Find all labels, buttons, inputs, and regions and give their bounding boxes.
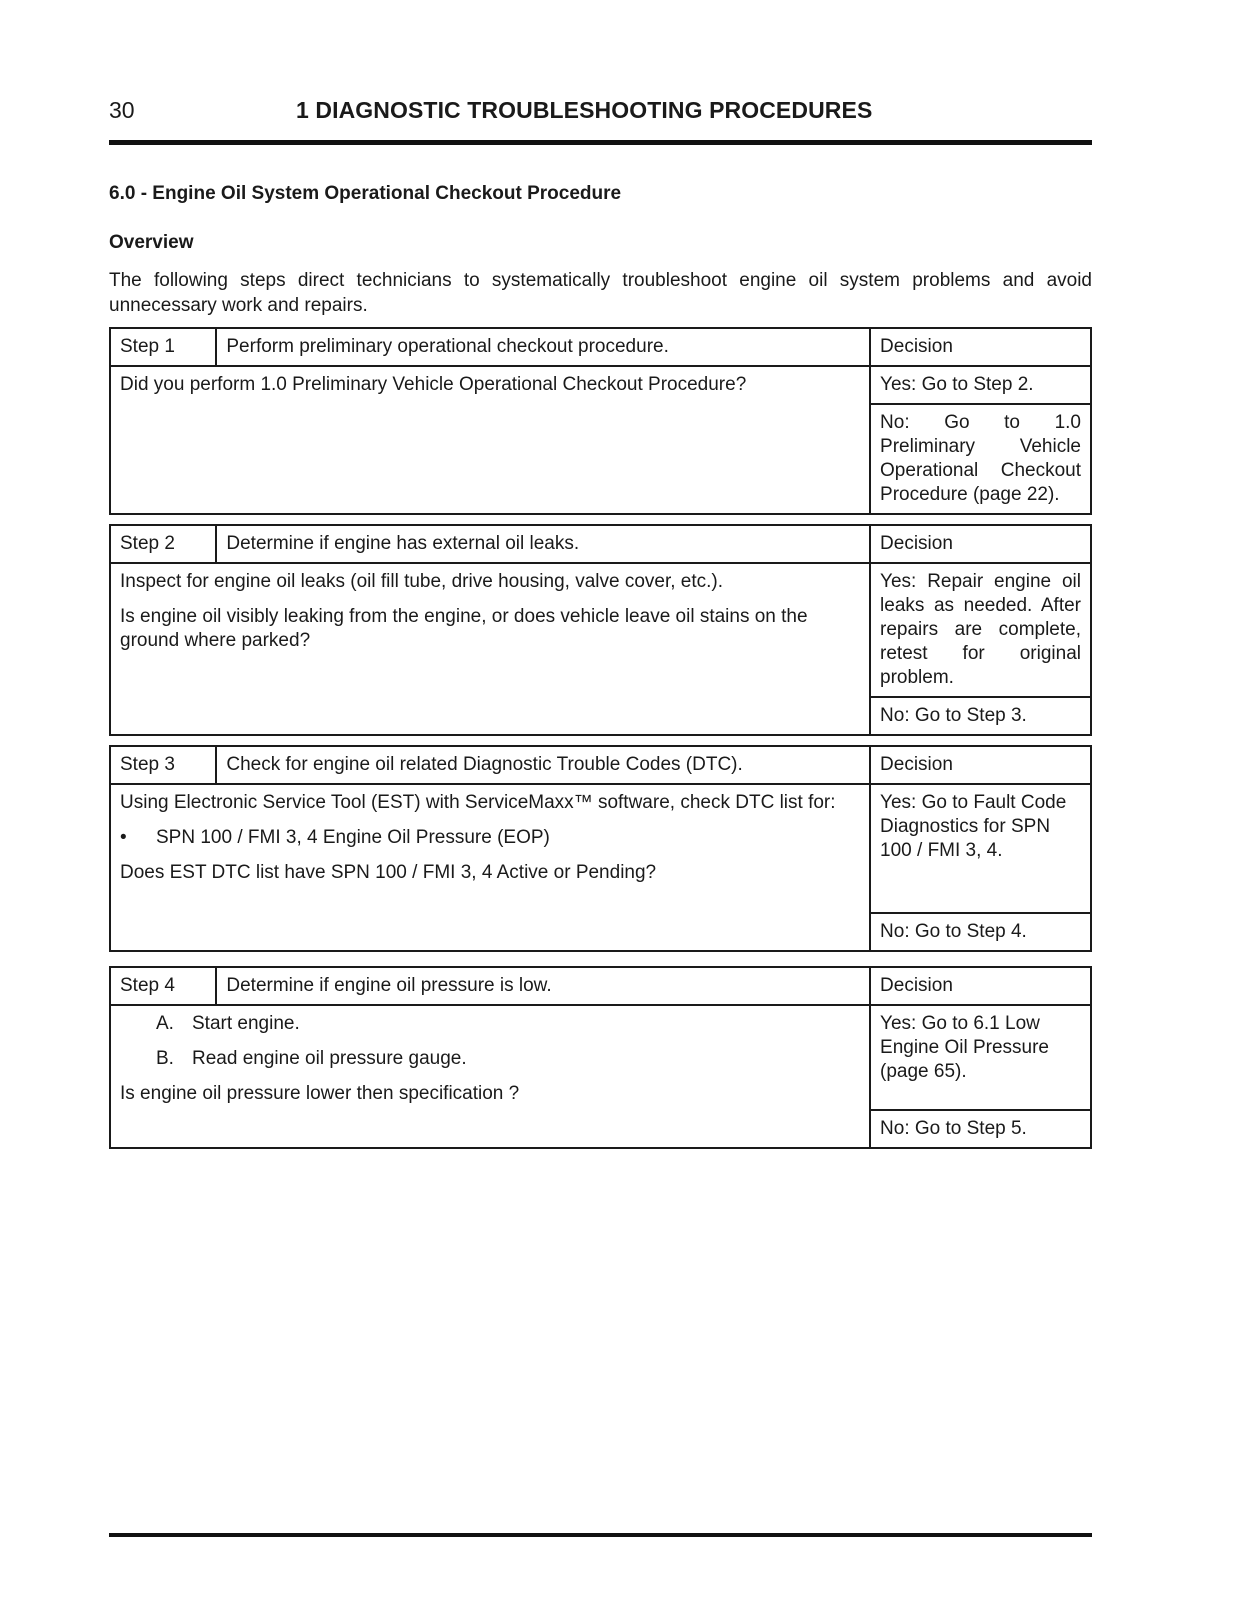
decision-yes: Yes: Go to Step 2. bbox=[870, 366, 1091, 404]
step-title: Determine if engine oil pressure is low. bbox=[216, 967, 870, 1005]
decision-no: No: Go to Step 5. bbox=[870, 1110, 1091, 1148]
bullet-item bbox=[120, 826, 860, 850]
list-text: Read engine oil pressure gauge. bbox=[192, 1048, 467, 1069]
decision-header: Decision bbox=[870, 328, 1091, 366]
page-number: 30 bbox=[109, 97, 135, 123]
chapter-title: 1 DIAGNOSTIC TROUBLESHOOTING PROCEDURES bbox=[296, 97, 873, 123]
step-3-table bbox=[109, 745, 1092, 952]
header-rule bbox=[109, 140, 1092, 145]
step-body bbox=[110, 366, 870, 514]
step-title: Determine if engine has external oil leaks. bbox=[216, 525, 870, 563]
decision-no: No: Go to Step 4. bbox=[870, 913, 1091, 951]
step-body-text: Does EST DTC list have SPN 100 / FMI 3, 4 Active or Pending? bbox=[120, 862, 657, 883]
decision-no: No: Go to 1.0 Preliminary Vehicle Operational Checkout Procedure (page 22). bbox=[870, 404, 1091, 514]
bullet-text: SPN 100 / FMI 3, 4 Engine Oil Pressure (EOP) bbox=[156, 827, 550, 848]
step-body-text: Using Electronic Service Tool (EST) with ServiceMaxx™ software, check DTC list for: bbox=[120, 792, 836, 813]
section-title: 6.0 - Engine Oil System Operational Checkout Procedure bbox=[109, 183, 622, 204]
decision-yes: Yes: Go to Fault Code Diagnostics for SPN 100 / FMI 3, 4. bbox=[870, 784, 1091, 913]
footer-rule bbox=[109, 1533, 1092, 1537]
step-label: Step 2 bbox=[110, 525, 216, 563]
list-item bbox=[156, 1012, 860, 1036]
step-1-table bbox=[109, 327, 1092, 515]
step-2-table bbox=[109, 524, 1092, 736]
step-body-text: Inspect for engine oil leaks (oil fill tube, drive housing, valve cover, etc.). bbox=[120, 571, 724, 592]
list-mark: A. bbox=[156, 1013, 174, 1034]
decision-header: Decision bbox=[870, 746, 1091, 784]
step-label: Step 3 bbox=[110, 746, 216, 784]
overview-heading: Overview bbox=[109, 232, 194, 253]
step-label: Step 1 bbox=[110, 328, 216, 366]
step-body-text: Did you perform 1.0 Preliminary Vehicle Operational Checkout Procedure? bbox=[120, 374, 747, 395]
bullet-mark: • bbox=[120, 827, 127, 848]
list-item bbox=[156, 1047, 860, 1071]
step-body bbox=[110, 563, 870, 735]
step-4-table bbox=[109, 966, 1092, 1149]
list-mark: B. bbox=[156, 1048, 174, 1069]
decision-no: No: Go to Step 3. bbox=[870, 697, 1091, 735]
list-text: Start engine. bbox=[192, 1013, 300, 1034]
step-label: Step 4 bbox=[110, 967, 216, 1005]
step-body bbox=[110, 784, 870, 951]
step-body bbox=[110, 1005, 870, 1148]
step-body-text: Is engine oil visibly leaking from the engine, or does vehicle leave oil stains on the ground where parked? bbox=[120, 606, 808, 651]
overview-text: The following steps direct technicians to systematically troubleshoot engine oil system problems and avoid unnecessary work and repairs. bbox=[109, 270, 1092, 316]
step-body-text: Is engine oil pressure lower then specification ? bbox=[120, 1083, 520, 1104]
decision-yes: Yes: Repair engine oil leaks as needed. After repairs are complete, retest for original problem. bbox=[870, 563, 1091, 697]
decision-header: Decision bbox=[870, 525, 1091, 563]
step-title: Perform preliminary operational checkout procedure. bbox=[216, 328, 870, 366]
decision-header: Decision bbox=[870, 967, 1091, 1005]
step-title: Check for engine oil related Diagnostic Trouble Codes (DTC). bbox=[216, 746, 870, 784]
decision-yes: Yes: Go to 6.1 Low Engine Oil Pressure (page 65). bbox=[870, 1005, 1091, 1110]
